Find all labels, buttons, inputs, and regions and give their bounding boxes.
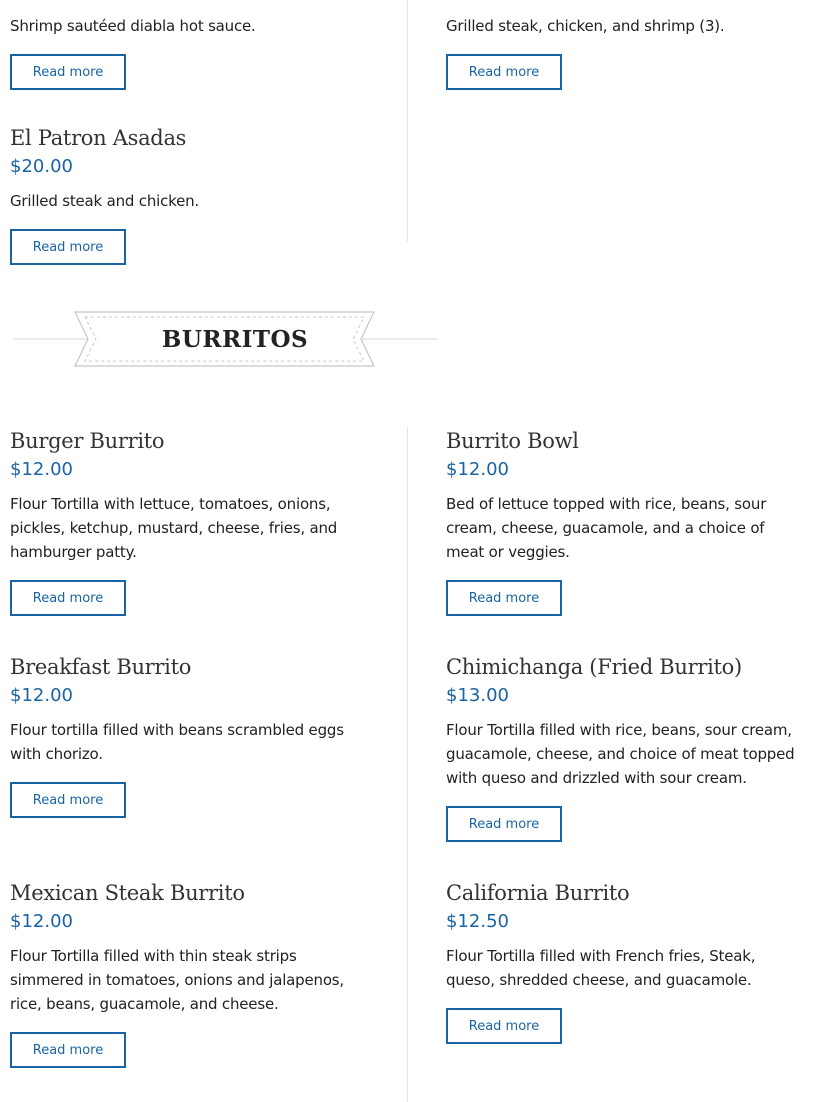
item-price: $12.00	[10, 911, 73, 932]
item-description: Grilled steak, chicken, and shrimp (3).	[446, 17, 725, 35]
item-description: Grilled steak and chicken.	[10, 192, 199, 210]
item-price: $12.00	[10, 459, 73, 480]
item-title: Burrito Bowl	[446, 429, 579, 453]
read-more-button[interactable]: Read more	[10, 54, 126, 90]
menu-item-chimichanga	[446, 654, 808, 842]
menu-item-mexican-steak-burrito	[10, 880, 360, 1068]
item-title: Mexican Steak Burrito	[10, 881, 245, 905]
item-title: Breakfast Burrito	[10, 655, 192, 679]
item-title: Chimichanga (Fried Burrito)	[446, 655, 742, 679]
item-description: Flour Tortilla filled with rice, beans, sour cream, guacamole, cheese, and choice of meat topped with queso and drizzled with sour cream.	[446, 721, 795, 787]
section-title: BURRITOS	[161, 325, 309, 353]
item-description: Flour Tortilla filled with French fries, Steak, queso, shredded cheese, and guacamole.	[446, 947, 756, 989]
read-more-button[interactable]: Read more	[10, 1032, 126, 1068]
read-more-button[interactable]: Read more	[10, 782, 126, 818]
read-more-button[interactable]: Read more	[10, 229, 126, 265]
menu-item-california-burrito	[446, 880, 796, 1044]
item-description: Flour Tortilla with lettuce, tomatoes, onions, pickles, ketchup, mustard, cheese, fries, and hamburger patty.	[10, 495, 338, 561]
item-description: Flour tortilla filled with beans scrambled eggs with chorizo.	[10, 721, 344, 763]
item-price: $12.50	[446, 911, 509, 932]
read-more-button[interactable]: Read more	[10, 580, 126, 616]
menu-item-el-patron-asadas	[10, 125, 360, 265]
menu-item-burger-burrito	[10, 428, 360, 616]
menu-item-breakfast-burrito	[10, 654, 360, 818]
item-price: $13.00	[446, 685, 509, 706]
column-divider-top	[407, 0, 408, 242]
read-more-button[interactable]: Read more	[446, 806, 562, 842]
item-price: $12.00	[446, 459, 509, 480]
column-divider-burritos	[407, 427, 408, 1102]
read-more-button[interactable]: Read more	[446, 1008, 562, 1044]
item-title: El Patron Asadas	[10, 126, 187, 150]
item-description: Shrimp sautéed diabla hot sauce.	[10, 17, 256, 35]
item-description: Bed of lettuce topped with rice, beans, sour cream, cheese, guacamole, and a choice of meat or veggies.	[446, 495, 767, 561]
item-price: $20.00	[10, 156, 73, 177]
item-title: Burger Burrito	[10, 429, 165, 453]
menu-item-burrito-bowl	[446, 428, 796, 616]
menu-item-diabla	[10, 14, 360, 90]
item-title: California Burrito	[446, 881, 630, 905]
section-banner	[10, 308, 440, 370]
menu-item-mixed-grill	[446, 14, 796, 90]
read-more-button[interactable]: Read more	[446, 580, 562, 616]
item-price: $12.00	[10, 685, 73, 706]
read-more-button[interactable]: Read more	[446, 54, 562, 90]
item-description: Flour Tortilla filled with thin steak strips simmered in tomatoes, onions and jalapenos, rice, beans, guacamole, and cheese.	[10, 947, 344, 1013]
